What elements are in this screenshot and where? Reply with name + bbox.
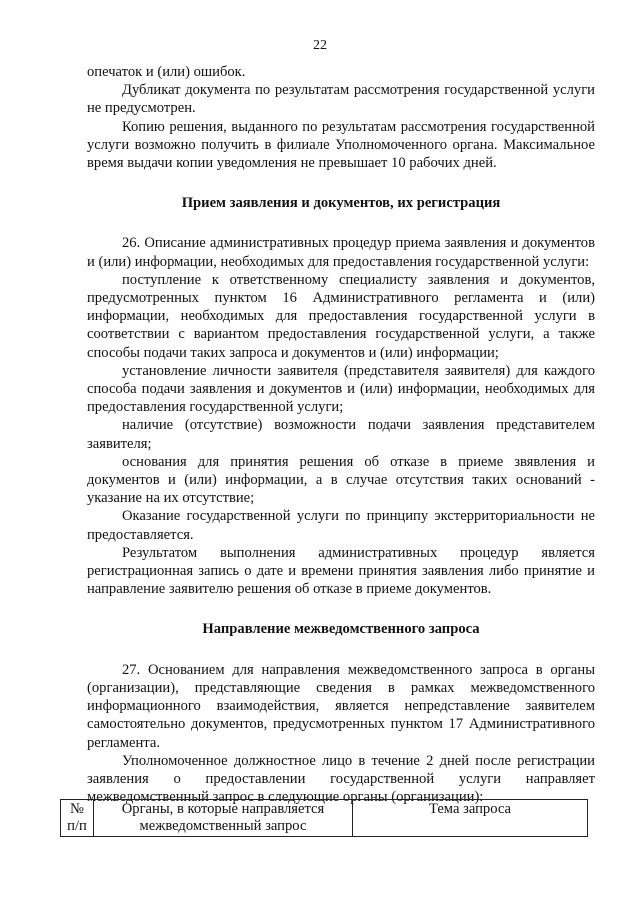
list-item: основания для принятия решения об отказе в приеме звявления и документов и (или) информации, а в случае отсутствия таких оснований - указание на их отсутствие; bbox=[87, 453, 595, 507]
requests-table bbox=[60, 799, 588, 837]
paragraph: Оказание государственной услуги по принципу экстерриториальности не предоставляется. bbox=[87, 508, 595, 543]
section-heading-reception: Прием заявления и документов, их регистрация bbox=[181, 195, 501, 212]
section-heading-interagency-request: Направление межведомственного запроса bbox=[202, 621, 480, 638]
document-body bbox=[87, 63, 595, 806]
table-header-row bbox=[61, 800, 588, 837]
paragraph: Уполномоченное должностное лицо в течение 2 дней после регистрации заявления о предоставлении государственной услуги направляет межведомственный запрос в следующие органы (организации): bbox=[87, 752, 595, 806]
paragraph: 27. Основанием для направления межведомственного запроса в органы (организации), представляющие сведения в рамках межведомственного информационного взаимодействия, является непредставление заявителем самостоятельно документов, предусмотренных пунктом 17 Административного регламента. bbox=[87, 661, 595, 751]
paragraph: 26. Описание административных процедур приема заявления и документов и (или) информации, необходимых для предоставления государственной услуги: bbox=[87, 235, 595, 270]
paragraph: опечаток и (или) ошибок. bbox=[87, 64, 246, 80]
list-item: установление личности заявителя (представителя заявителя) для каждого способа подачи заявления и документов и (или) информации, необходимых для предоставления государственной услуги; bbox=[87, 362, 595, 416]
table-header-organizations: Органы, в которые направляется межведомственный запрос bbox=[94, 800, 353, 837]
table-header-topic: Тема запроса bbox=[353, 800, 588, 837]
paragraph: Дубликат документа по результатам рассмотрения государственной услуги не предусмотрен. bbox=[87, 82, 595, 117]
paragraph: Копию решения, выданного по результатам рассмотрения государственной услуги возможно получить в филиале Уполномоченного органа. Максимальное время выдачи копии уведомления не превышает 10 рабочих дней. bbox=[87, 118, 595, 172]
list-item: наличие (отсутствие) возможности подачи заявления представителем заявителя; bbox=[87, 417, 595, 452]
table-header-number: № п/п bbox=[61, 800, 94, 837]
list-item: поступление к ответственному специалисту заявления и документов, предусмотренных пунктом 16 Административного регламента и (или) информации, необходимых для предоставления государственной услуги в соответствии с вариантом предоставления государственной услуги, а также способы подачи таких запроса и документов и (или) информации; bbox=[87, 271, 595, 361]
paragraph: Результатом выполнения административных процедур является регистрационная запись о дате и времени принятия заявления либо принятие и направление заявителю решения об отказе в приеме документов. bbox=[87, 544, 595, 598]
page-number: 22 bbox=[313, 38, 327, 53]
